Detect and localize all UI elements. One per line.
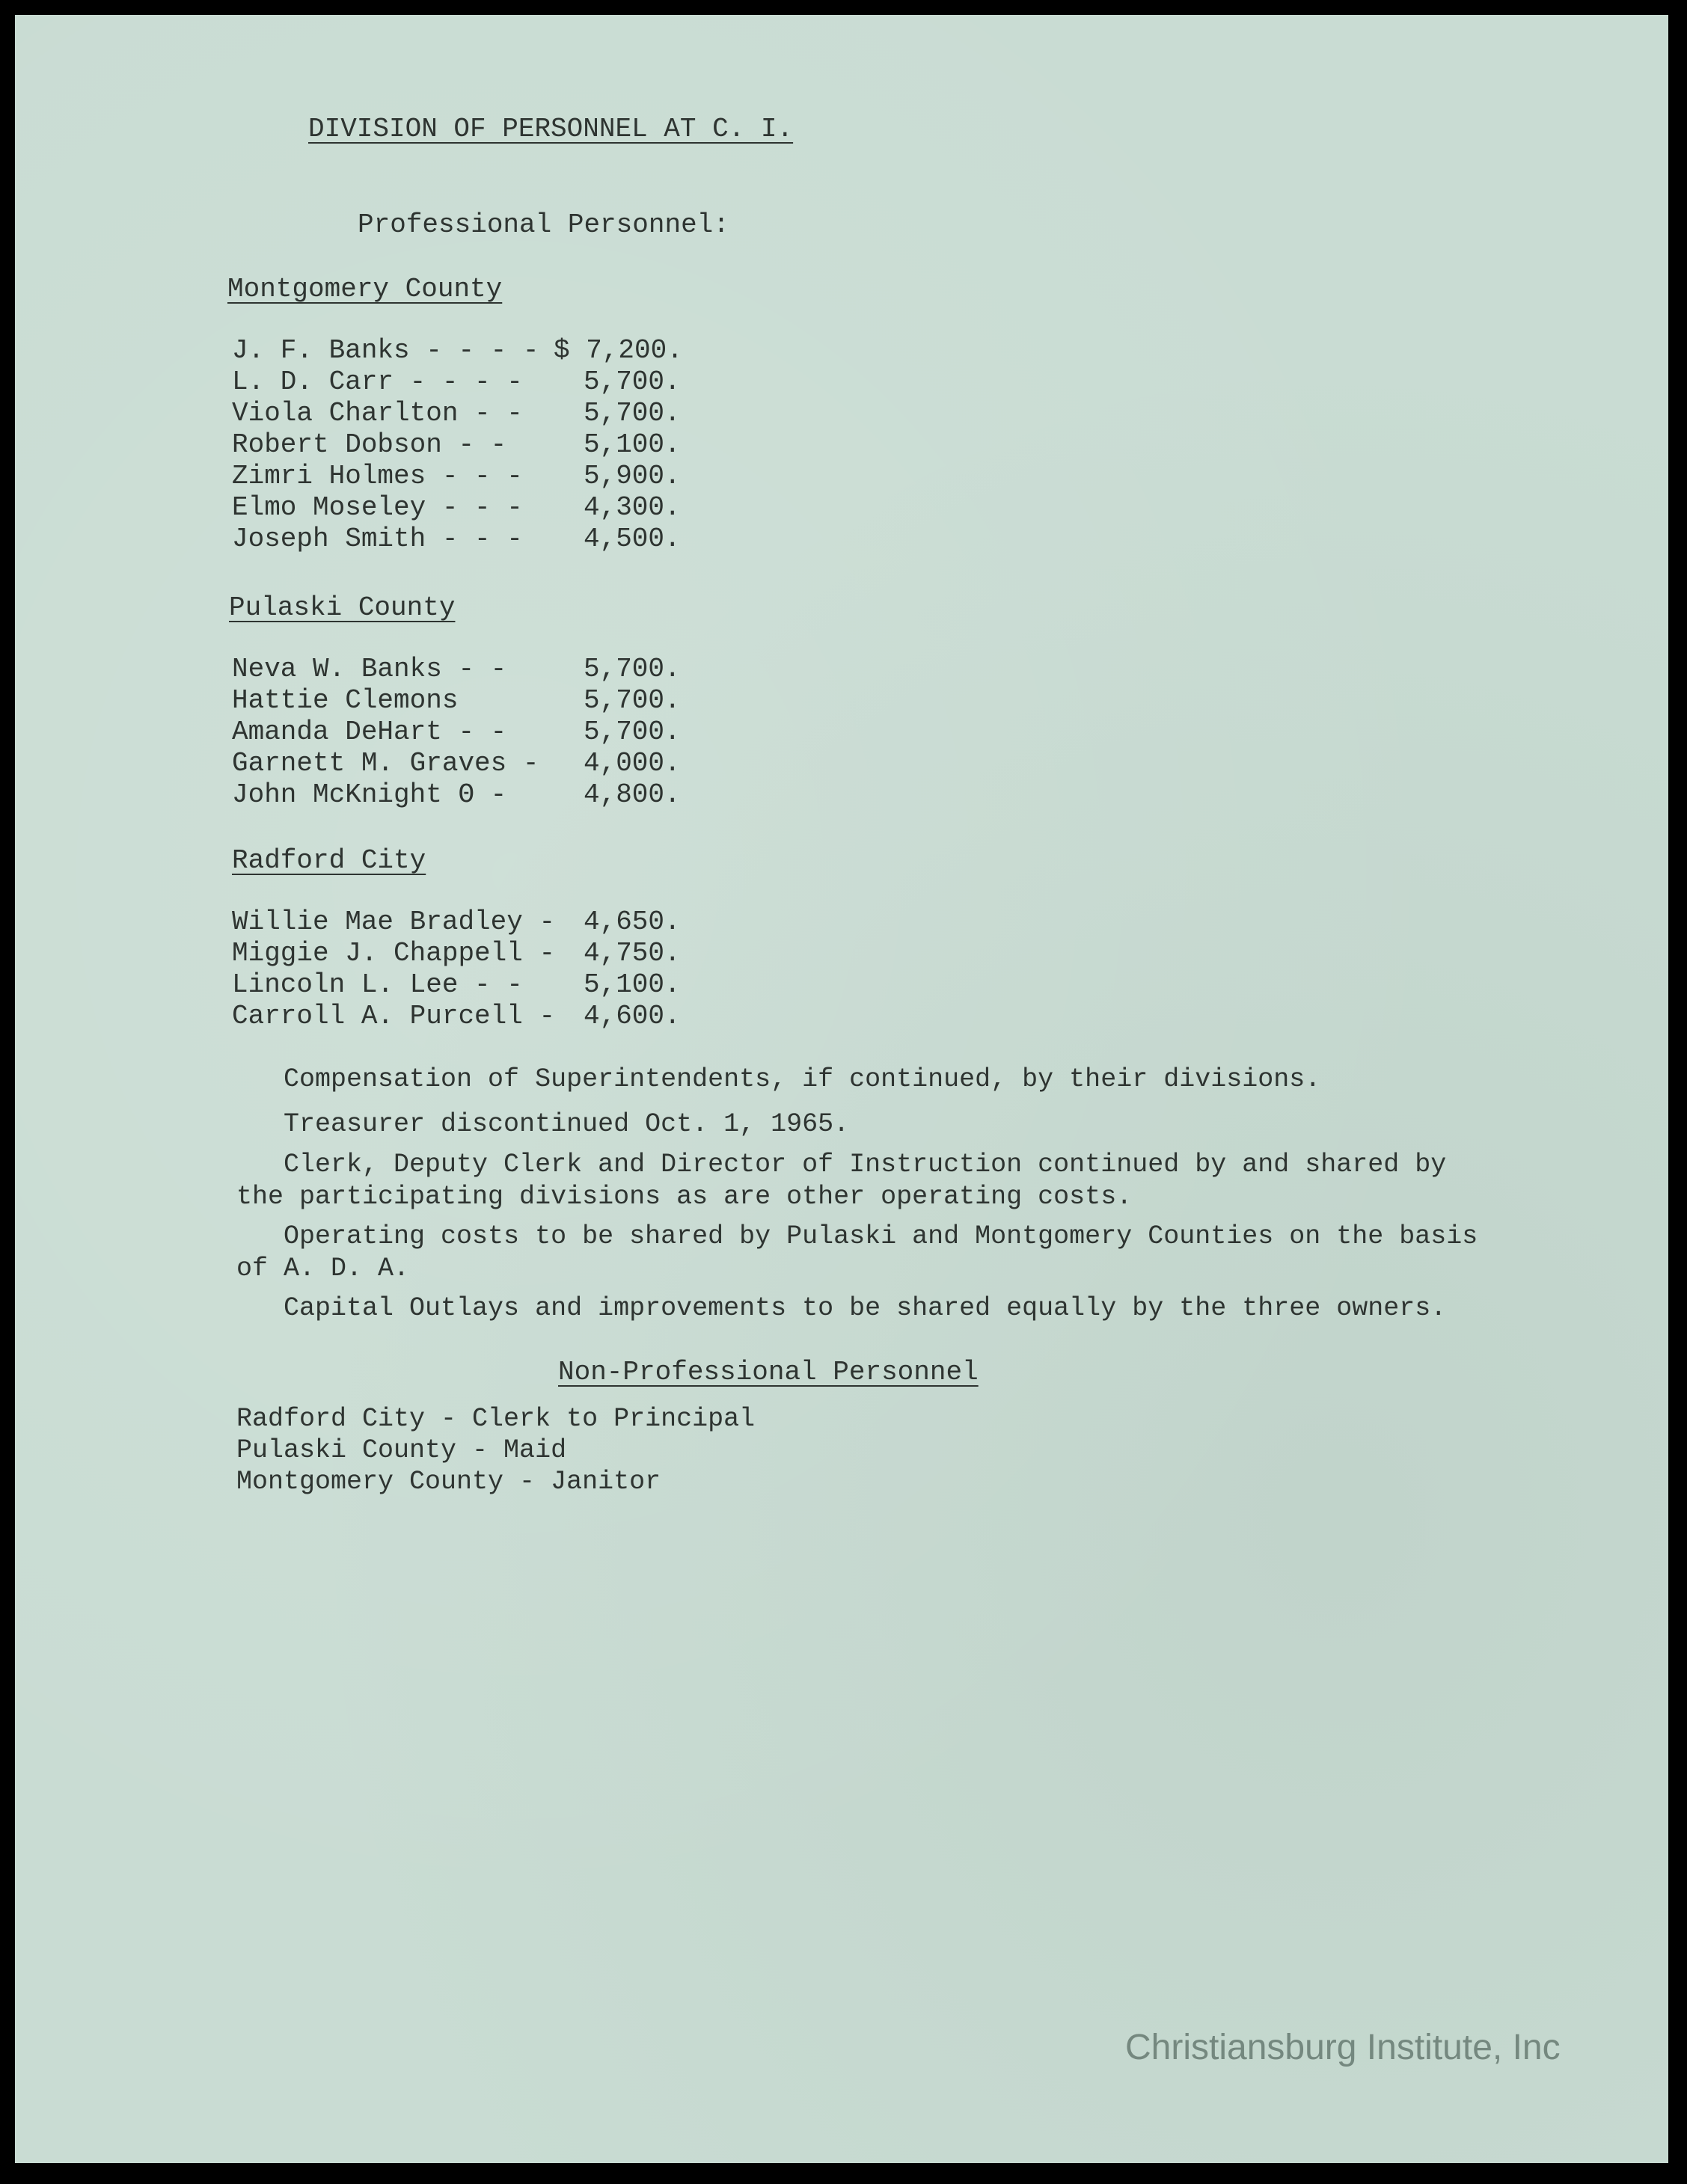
list-item <box>232 654 718 685</box>
list-item <box>232 398 718 429</box>
personnel-name: L. D. Carr - - - - <box>232 366 523 397</box>
list-item <box>232 1001 718 1032</box>
salary-amount: 4,600. <box>584 1001 681 1031</box>
personnel-name: Amanda DeHart - - <box>232 717 507 747</box>
salary-amount: 4,800. <box>584 779 681 810</box>
personnel-name: J. F. Banks - - - - <box>232 335 539 366</box>
salary-amount: 5,700. <box>584 717 681 747</box>
salary-amount: 5,700. <box>584 654 681 684</box>
salary-amount: 5,700. <box>584 398 681 429</box>
salary-amount: 4,300. <box>584 492 681 523</box>
list-item <box>232 717 718 748</box>
paragraph-operating-costs: Operating costs to be shared by Pulaski and Montgomery Counties on the basis of A. D. A. <box>236 1221 1478 1283</box>
list-item <box>232 969 718 1001</box>
non-professional-item: Radford City - Clerk to Principal <box>236 1404 756 1434</box>
watermark: Christiansburg Institute, Inc <box>1125 2028 1561 2067</box>
personnel-name: Willie Mae Bradley - <box>232 907 556 937</box>
paragraph-superintendents: Compensation of Superintendents, if continued, by their divisions. <box>236 1064 1321 1094</box>
salary-amount: 5,700. <box>584 366 681 397</box>
non-professional-item: Pulaski County - Maid <box>236 1435 567 1465</box>
montgomery-county-list <box>232 335 718 555</box>
personnel-name: Carroll A. Purcell - <box>232 1001 556 1031</box>
personnel-name: Garnett M. Graves - <box>232 748 539 779</box>
personnel-name: Zimri Holmes - - - <box>232 461 523 491</box>
personnel-name: Lincoln L. Lee - - <box>232 969 523 1000</box>
salary-amount: 4,000. <box>584 748 681 779</box>
list-item <box>232 907 718 938</box>
document-title: DIVISION OF PERSONNEL AT C. I. <box>308 114 794 144</box>
list-item <box>232 748 718 779</box>
personnel-name: Viola Charlton - - <box>232 398 523 429</box>
personnel-name: Neva W. Banks - - <box>232 654 507 684</box>
montgomery-county-heading: Montgomery County <box>227 274 503 304</box>
personnel-name: John McKnight Θ - <box>232 779 507 810</box>
non-professional-item: Montgomery County - Janitor <box>236 1467 661 1497</box>
paragraph-clerk: Clerk, Deputy Clerk and Director of Instruction continued by and shared by the participating divisions as are other operating costs. <box>236 1150 1447 1212</box>
salary-amount: 4,750. <box>584 938 681 969</box>
personnel-name: Elmo Moseley - - - <box>232 492 523 523</box>
list-item <box>232 524 718 555</box>
paragraph-capital-outlays: Capital Outlays and improvements to be shared equally by the three owners. <box>236 1293 1447 1323</box>
personnel-name: Hattie Clemons <box>232 685 459 716</box>
list-item <box>232 492 718 524</box>
salary-amount: 4,500. <box>584 524 681 554</box>
salary-amount: 5,100. <box>584 429 681 460</box>
list-item <box>232 938 718 969</box>
paragraph-treasurer: Treasurer discontinued Oct. 1, 1965. <box>236 1109 850 1139</box>
salary-amount: 5,100. <box>584 969 681 1000</box>
list-item <box>232 335 718 366</box>
salary-amount: 5,700. <box>584 685 681 716</box>
salary-amount: $ 7,200. <box>554 335 683 366</box>
pulaski-county-heading: Pulaski County <box>229 592 456 623</box>
salary-amount: 4,650. <box>584 907 681 937</box>
radford-city-heading: Radford City <box>232 845 426 876</box>
list-item <box>232 685 718 717</box>
radford-city-list <box>232 907 718 1032</box>
pulaski-county-list <box>232 654 718 811</box>
list-item <box>232 366 718 398</box>
list-item <box>232 779 718 811</box>
personnel-name: Robert Dobson - - <box>232 429 507 460</box>
list-item <box>232 461 718 492</box>
personnel-name: Joseph Smith - - - <box>232 524 523 554</box>
salary-amount: 5,900. <box>584 461 681 491</box>
non-professional-heading: Non-Professional Personnel <box>558 1357 979 1387</box>
list-item <box>232 429 718 461</box>
personnel-name: Miggie J. Chappell - <box>232 938 556 969</box>
professional-personnel-heading: Professional Personnel: <box>358 209 729 240</box>
